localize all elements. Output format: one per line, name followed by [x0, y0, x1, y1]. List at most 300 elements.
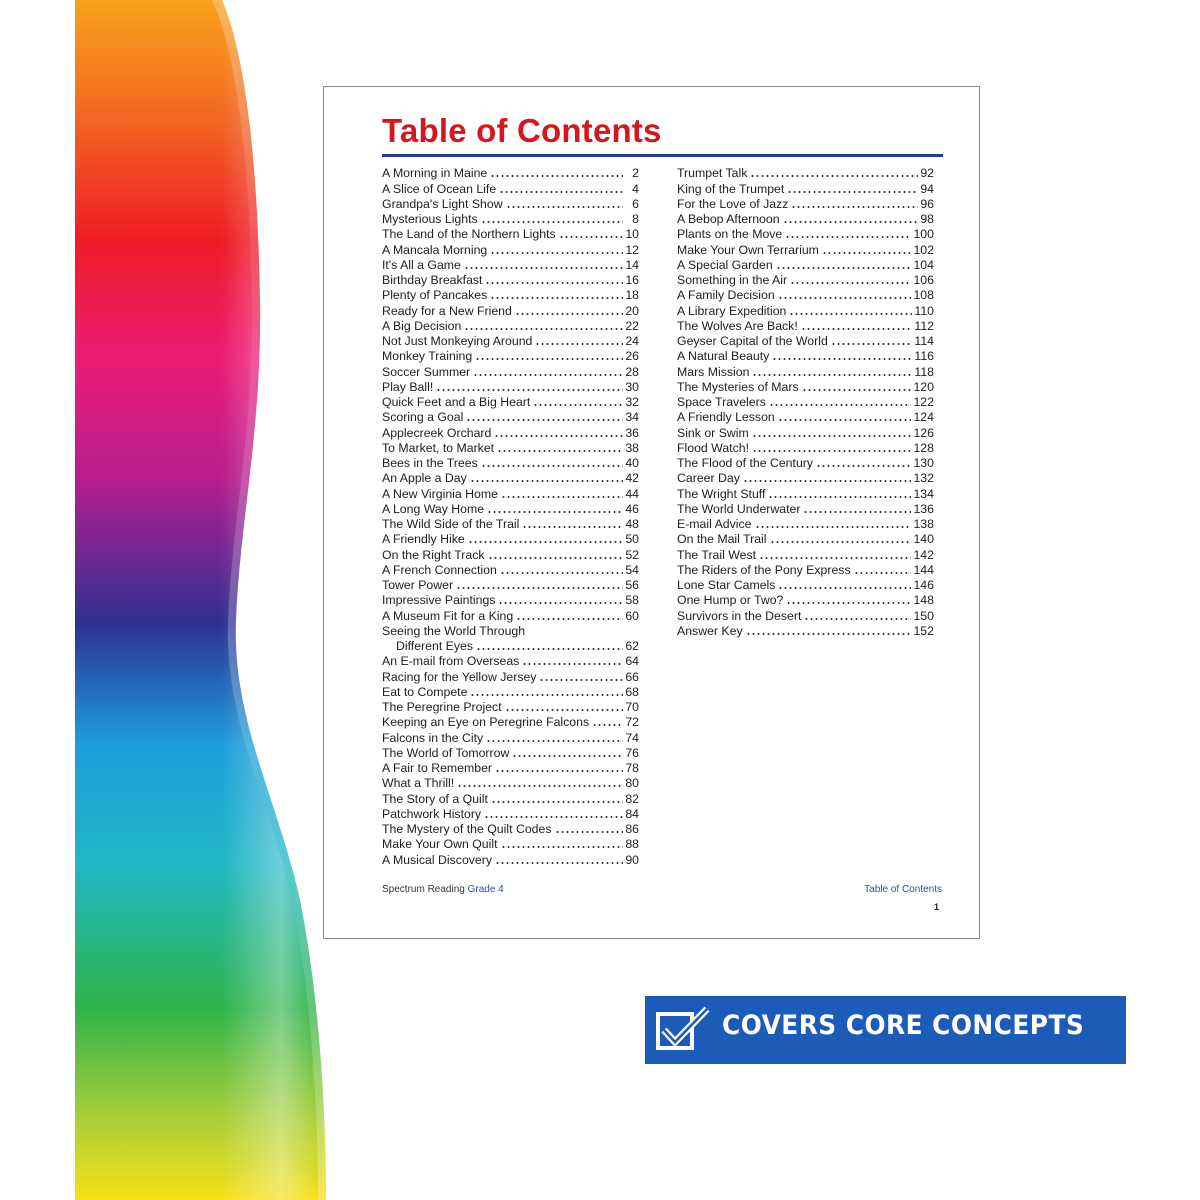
toc-entry-page: 102 — [913, 242, 934, 257]
toc-entry-title: One Hump or Two? — [677, 593, 784, 608]
toc-entry[interactable] — [677, 226, 934, 241]
toc-entry[interactable] — [382, 836, 639, 851]
toc-entry-page: 148 — [913, 593, 934, 608]
toc-entry-title: A Special Garden — [677, 257, 773, 272]
toc-entry-title: On the Right Track — [382, 547, 485, 562]
toc-dot-leader — [750, 175, 918, 177]
toc-dot-leader — [783, 221, 918, 223]
toc-entry-title: Different Eyes — [396, 639, 474, 653]
toc-entry[interactable] — [677, 470, 934, 485]
toc-column-left — [382, 165, 639, 867]
toc-entry-page: 88 — [625, 837, 639, 852]
toc-entry-title: For the Love of Jazz — [677, 196, 789, 211]
toc-entry-page: 50 — [625, 532, 639, 547]
toc-entry[interactable] — [382, 379, 639, 394]
toc-entry[interactable] — [382, 531, 639, 546]
toc-entry-page: 152 — [913, 623, 934, 638]
toc-entry[interactable] — [677, 165, 934, 180]
toc-entry-title: Monkey Training — [382, 349, 473, 364]
toc-entry-page: 114 — [914, 334, 934, 348]
toc-entry[interactable] — [382, 806, 639, 821]
toc-entry-page: 48 — [625, 517, 639, 531]
toc-entry-page: 58 — [625, 593, 639, 608]
toc-entry[interactable] — [382, 348, 639, 363]
toc-dot-leader — [470, 480, 623, 482]
toc-dot-leader — [506, 206, 623, 208]
toc-entry-page: 128 — [913, 440, 934, 455]
toc-entry[interactable] — [382, 409, 639, 424]
toc-entry[interactable] — [677, 440, 934, 455]
toc-dot-leader — [512, 755, 623, 757]
toc-dot-leader — [528, 633, 623, 635]
toc-entry-page: 36 — [625, 425, 639, 440]
toc-entry-title: Seeing the World Through — [382, 623, 526, 638]
toc-dot-leader — [516, 618, 623, 620]
toc-dot-leader — [522, 526, 623, 528]
toc-dot-leader — [484, 816, 623, 818]
toc-entry-title: The World of Tomorrow — [382, 745, 510, 760]
toc-entry[interactable] — [382, 318, 639, 333]
toc-entry-title: A New Virginia Home — [382, 486, 498, 501]
toc-entry[interactable] — [382, 821, 639, 836]
toc-dot-leader — [769, 404, 912, 406]
toc-entry-page: 62 — [625, 639, 639, 653]
toc-entry-title: A Family Decision — [677, 288, 775, 303]
toc-entry-title: Geyser Capital of the World — [677, 334, 828, 348]
toc-entry-title: Eat to Compete — [382, 684, 468, 699]
toc-entry-title: Something in the Air — [677, 273, 788, 287]
toc-entry-page: 86 — [625, 822, 639, 836]
toc-entry-page: 92 — [920, 166, 934, 181]
toc-dot-leader — [804, 618, 911, 620]
toc-entry[interactable] — [382, 501, 639, 516]
toc-entry-title: A Slice of Ocean Life — [382, 181, 497, 196]
toc-entry-page: 108 — [913, 288, 934, 303]
toc-entry[interactable] — [382, 577, 639, 592]
toc-entry-page: 20 — [625, 303, 639, 318]
toc-entry[interactable] — [382, 287, 639, 302]
toc-entry-page: 90 — [625, 852, 639, 867]
toc-entry-page: 8 — [632, 212, 639, 226]
toc-entry[interactable] — [677, 379, 934, 394]
toc-entry[interactable] — [677, 196, 934, 211]
toc-entry-page: 138 — [913, 517, 934, 531]
toc-dot-leader — [500, 572, 623, 574]
toc-dot-leader — [535, 343, 623, 345]
toc-dot-leader — [481, 221, 623, 223]
toc-entry[interactable] — [382, 363, 639, 378]
toc-entry-page: 98 — [920, 212, 934, 226]
toc-entry-page: 126 — [913, 425, 934, 440]
toc-entry-title: A Long Way Home — [382, 501, 485, 516]
toc-entry-title: The Mysteries of Mars — [677, 379, 799, 394]
toc-dot-leader — [501, 846, 623, 848]
toc-entry-page: 64 — [625, 654, 639, 669]
workbook-page — [323, 86, 980, 939]
toc-dot-leader — [772, 358, 912, 360]
toc-entry-title: Soccer Summer — [382, 364, 471, 379]
toc-entry-page: 132 — [913, 471, 934, 486]
toc-entry[interactable] — [382, 485, 639, 500]
toc-entry-page: 60 — [625, 608, 639, 623]
toc-entry[interactable] — [382, 851, 639, 866]
toc-entry[interactable] — [382, 165, 639, 180]
toc-dot-leader — [487, 511, 623, 513]
toc-dot-leader — [468, 541, 623, 543]
toc-entry-page: 110 — [914, 303, 934, 318]
toc-entry[interactable] — [382, 607, 639, 622]
toc-entry-title: Space Travelers — [677, 395, 766, 409]
toc-entry-page: 84 — [625, 806, 639, 821]
toc-dot-leader — [803, 511, 911, 513]
toc-entry-title: A Musical Discovery — [382, 852, 493, 867]
toc-entry-title: The Trail West — [677, 547, 757, 562]
toc-entry-title: Plenty of Pancakes — [382, 288, 488, 303]
toc-entry-page: 104 — [913, 257, 934, 272]
toc-entry-title: Impressive Paintings — [382, 593, 496, 608]
toc-entry-title: The Peregrine Project — [382, 700, 502, 714]
toc-entry-title: The Riders of the Pony Express — [677, 562, 851, 577]
toc-entry-page: 120 — [913, 379, 934, 394]
toc-dot-leader — [778, 587, 911, 589]
toc-entry-page: 142 — [913, 547, 934, 562]
toc-entry-title: Plants on the Move — [677, 227, 783, 242]
toc-entry-title: Answer Key — [677, 623, 743, 638]
toc-entry[interactable] — [677, 333, 934, 348]
toc-entry[interactable] — [677, 348, 934, 363]
toc-dot-leader — [533, 404, 623, 406]
toc-dot-leader — [515, 313, 623, 315]
toc-entry-title: Flood Watch! — [677, 440, 749, 455]
toc-entry-title: A Friendly Lesson — [677, 410, 775, 425]
toc-entry-page: 12 — [625, 242, 639, 257]
covers-core-concepts-banner — [645, 996, 1126, 1064]
toc-entry-title: Make Your Own Quilt — [382, 837, 498, 852]
toc-entry-title: Falcons in the City — [382, 730, 484, 745]
toc-dot-leader — [791, 206, 918, 208]
toc-dot-leader — [854, 572, 912, 574]
toc-entry[interactable] — [677, 562, 934, 577]
toc-dot-leader — [436, 389, 623, 391]
toc-entry-title: To Market, to Market — [382, 440, 495, 455]
toc-entry-page: 38 — [625, 440, 639, 455]
toc-entry[interactable] — [382, 684, 639, 699]
toc-entry[interactable] — [382, 546, 639, 561]
toc-dot-leader — [752, 435, 912, 437]
toc-entry[interactable] — [382, 668, 639, 683]
toc-entry[interactable] — [382, 729, 639, 744]
toc-entry-page: 116 — [914, 349, 934, 364]
toc-entry-title: A Fair to Remember — [382, 761, 493, 775]
toc-dot-leader — [481, 465, 623, 467]
toc-entry-page: 94 — [920, 181, 934, 196]
toc-dot-leader — [822, 252, 912, 254]
toc-entry[interactable] — [677, 516, 934, 531]
toc-dot-leader — [476, 648, 623, 650]
toc-dot-leader — [522, 663, 623, 665]
toc-entry[interactable] — [382, 272, 639, 287]
toc-entry-page: 54 — [625, 562, 639, 577]
toc-entry[interactable] — [382, 516, 639, 531]
toc-entry-page: 16 — [625, 273, 639, 287]
toc-entry[interactable] — [677, 302, 934, 317]
toc-entry-page: 134 — [913, 486, 934, 501]
toc-dot-leader — [802, 389, 912, 391]
toc-entry-page: 30 — [625, 379, 639, 394]
toc-dot-leader — [592, 724, 623, 726]
toc-entry-page: 4 — [632, 181, 639, 196]
toc-dot-leader — [786, 602, 911, 604]
toc-entry-page: 76 — [625, 745, 639, 760]
toc-dot-leader — [755, 526, 912, 528]
toc-entry[interactable] — [382, 699, 639, 714]
toc-entry-page: 6 — [632, 196, 639, 211]
toc-entry[interactable] — [677, 287, 934, 302]
toc-dot-leader — [501, 496, 623, 498]
toc-dot-leader — [787, 191, 918, 193]
toc-entry[interactable] — [382, 394, 639, 409]
toc-entry-title: A French Connection — [382, 562, 497, 577]
toc-entry-page: 150 — [913, 608, 934, 623]
toc-dot-leader — [770, 541, 912, 543]
toc-entry[interactable] — [382, 638, 639, 653]
toc-entry-page: 42 — [625, 471, 639, 486]
toc-dot-leader — [499, 191, 623, 193]
toc-dot-leader — [498, 602, 623, 604]
toc-entry-title: A Mancala Morning — [382, 242, 488, 257]
page-title: Table of Contents — [382, 112, 662, 149]
toc-entry[interactable] — [382, 257, 639, 272]
toc-entry-title: The Mystery of the Quilt Codes — [382, 822, 552, 836]
toc-dot-leader — [801, 328, 913, 330]
toc-entry-title: A Library Expedition — [677, 303, 787, 318]
toc-entry-page: 78 — [625, 761, 639, 775]
toc-entry-page: 140 — [913, 532, 934, 547]
toc-entry[interactable] — [677, 363, 934, 378]
toc-entry-page: 44 — [625, 486, 639, 501]
toc-entry-page: 18 — [625, 288, 639, 303]
toc-dot-leader — [475, 358, 623, 360]
toc-entry-title: Play Ball! — [382, 379, 434, 394]
footer-section-name: Table of Contents — [864, 884, 942, 895]
toc-entry-title: Scoring a Goal — [382, 410, 464, 425]
toc-entry-title: Survivors in the Desert — [677, 608, 802, 623]
footer-book-title — [382, 884, 504, 895]
toc-entry-title: The World Underwater — [677, 501, 801, 516]
toc-entry-title: A Natural Beauty — [677, 349, 770, 364]
toc-entry-page: 24 — [625, 334, 639, 348]
toc-entry-title: Mysterious Lights — [382, 212, 478, 226]
toc-dot-leader — [768, 496, 911, 498]
toc-entry-title: Patchwork History — [382, 806, 482, 821]
toc-dot-leader — [470, 694, 623, 696]
toc-entry — [382, 623, 639, 638]
toc-dot-leader — [505, 709, 623, 711]
toc-entry-title: Trumpet Talk — [677, 166, 748, 181]
toc-entry[interactable] — [382, 226, 639, 241]
toc-entry-page: 66 — [625, 669, 639, 684]
toc-entry-title: Grandpa's Light Show — [382, 196, 503, 211]
toc-entry[interactable] — [677, 546, 934, 561]
toc-entry-title: Quick Feet and a Big Heart — [382, 395, 531, 409]
toc-entry-page: 32 — [625, 395, 639, 409]
toc-dot-leader — [473, 374, 623, 376]
toc-entry[interactable] — [677, 318, 934, 333]
toc-dot-leader — [785, 236, 911, 238]
toc-dot-leader — [555, 831, 624, 833]
toc-entry-page: 56 — [625, 578, 639, 592]
toc-entry-title: Sink or Swim — [677, 425, 749, 440]
toc-entry[interactable] — [677, 272, 934, 287]
toc-dot-leader — [490, 175, 623, 177]
toc-entry-title: Lone Star Camels — [677, 578, 776, 592]
toc-entry[interactable] — [382, 470, 639, 485]
toc-entry[interactable] — [382, 241, 639, 256]
toc-column-right — [677, 165, 934, 638]
toc-dot-leader — [466, 419, 623, 421]
toc-entry-page: 14 — [625, 257, 639, 272]
banner-text: COVERS CORE CONCEPTS — [722, 1010, 1085, 1041]
toc-entry-title: A Big Decision — [382, 318, 462, 333]
toc-entry[interactable] — [382, 333, 639, 348]
toc-entry-page: 68 — [625, 684, 639, 699]
toc-entry[interactable] — [677, 455, 934, 470]
toc-entry[interactable] — [677, 485, 934, 500]
toc-entry-title: The Wright Stuff — [677, 486, 766, 501]
toc-entry-page: 124 — [913, 410, 934, 425]
toc-entry[interactable] — [677, 409, 934, 424]
toc-entry-page: 40 — [625, 456, 639, 470]
toc-entry[interactable] — [382, 302, 639, 317]
toc-entry[interactable] — [382, 440, 639, 455]
toc-entry-page: 72 — [625, 715, 639, 730]
toc-entry-title: An E-mail from Overseas — [382, 654, 520, 669]
toc-dot-leader — [759, 557, 911, 559]
toc-entry-title: The Flood of the Century — [677, 456, 814, 470]
toc-entry[interactable] — [677, 501, 934, 516]
toc-dot-leader — [490, 297, 623, 299]
toc-entry-page: 82 — [625, 791, 639, 806]
toc-entry-title: A Friendly Hike — [382, 532, 465, 547]
toc-entry-page: 26 — [625, 349, 639, 364]
toc-entry-page: 118 — [914, 364, 934, 379]
toc-entry[interactable] — [382, 455, 639, 470]
toc-dot-leader — [485, 282, 623, 284]
toc-entry[interactable] — [677, 623, 934, 638]
toc-entry[interactable] — [382, 790, 639, 805]
toc-entry-title: What a Thrill! — [382, 776, 455, 791]
toc-entry-page: 10 — [625, 227, 639, 242]
toc-dot-leader — [789, 313, 912, 315]
toc-entry[interactable] — [382, 180, 639, 195]
toc-entry-page: 106 — [913, 273, 934, 287]
toc-entry-title: Make Your Own Terrarium — [677, 242, 819, 257]
toc-entry[interactable] — [382, 562, 639, 577]
toc-dot-leader — [743, 480, 912, 482]
toc-entry-page: 80 — [625, 776, 639, 791]
toc-entry-title: The Story of a Quilt — [382, 791, 488, 806]
toc-dot-leader — [559, 236, 623, 238]
toc-entry-title: Ready for a New Friend — [382, 303, 512, 318]
toc-entry-title: Not Just Monkeying Around — [382, 334, 533, 348]
toc-entry[interactable] — [677, 531, 934, 546]
toc-entry[interactable] — [382, 775, 639, 790]
toc-entry-page: 100 — [913, 227, 934, 242]
toc-entry-page: 130 — [913, 456, 934, 470]
toc-entry[interactable] — [382, 211, 639, 226]
toc-entry[interactable] — [677, 211, 934, 226]
toc-entry[interactable] — [382, 196, 639, 211]
toc-dot-leader — [457, 785, 623, 787]
toc-dot-leader — [790, 282, 911, 284]
toc-entry[interactable] — [382, 592, 639, 607]
toc-entry[interactable] — [382, 424, 639, 439]
toc-entry[interactable] — [677, 607, 934, 622]
toc-entry-title: It's All a Game — [382, 257, 461, 272]
toc-dot-leader — [456, 587, 623, 589]
toc-dot-leader — [778, 297, 912, 299]
toc-entry[interactable] — [382, 760, 639, 775]
toc-entry-page: 28 — [625, 364, 639, 379]
toc-dot-leader — [746, 633, 912, 635]
toc-entry[interactable] — [382, 745, 639, 760]
toc-entry-title: King of the Trumpet — [677, 181, 785, 196]
toc-entry[interactable] — [677, 577, 934, 592]
title-rule — [382, 154, 943, 157]
toc-entry-page: 52 — [625, 547, 639, 562]
toc-entry-page: 144 — [913, 562, 934, 577]
toc-dot-leader — [776, 267, 912, 269]
toc-entry-page: 74 — [625, 730, 639, 745]
toc-entry-title: Tower Power — [382, 578, 454, 592]
toc-entry[interactable] — [677, 394, 934, 409]
toc-entry-title: The Wolves Are Back! — [677, 318, 798, 333]
toc-entry[interactable] — [677, 424, 934, 439]
toc-dot-leader — [495, 770, 623, 772]
toc-dot-leader — [778, 419, 912, 421]
toc-entry-title: On the Mail Trail — [677, 532, 767, 547]
toc-entry-page: 136 — [913, 501, 934, 516]
toc-dot-leader — [752, 374, 912, 376]
toc-dot-leader — [539, 679, 623, 681]
toc-dot-leader — [490, 252, 623, 254]
footer-series: Spectrum Reading — [382, 884, 465, 895]
toc-entry-title: A Museum Fit for a King — [382, 608, 514, 623]
toc-entry[interactable] — [382, 653, 639, 668]
toc-entry[interactable] — [677, 257, 934, 272]
toc-entry-title: A Morning in Maine — [382, 166, 488, 181]
toc-entry[interactable] — [382, 714, 639, 729]
toc-entry-page: 46 — [625, 501, 639, 516]
toc-entry-page: 70 — [625, 700, 639, 714]
toc-dot-leader — [491, 801, 623, 803]
checkmark-box-icon — [655, 1006, 714, 1052]
toc-entry-title: Birthday Breakfast — [382, 273, 483, 287]
toc-dot-leader — [464, 328, 623, 330]
toc-entry[interactable] — [677, 180, 934, 195]
footer-grade: Grade 4 — [467, 884, 504, 895]
toc-entry-page: 146 — [913, 578, 934, 592]
toc-dot-leader — [816, 465, 911, 467]
toc-entry[interactable] — [677, 592, 934, 607]
toc-dot-leader — [752, 450, 911, 452]
toc-entry-title: Career Day — [677, 471, 740, 486]
toc-dot-leader — [494, 435, 623, 437]
toc-entry-title: The Land of the Northern Lights — [382, 227, 556, 242]
toc-entry-page: 96 — [920, 196, 934, 211]
toc-entry[interactable] — [677, 241, 934, 256]
toc-entry-title: Applecreek Orchard — [382, 425, 492, 440]
